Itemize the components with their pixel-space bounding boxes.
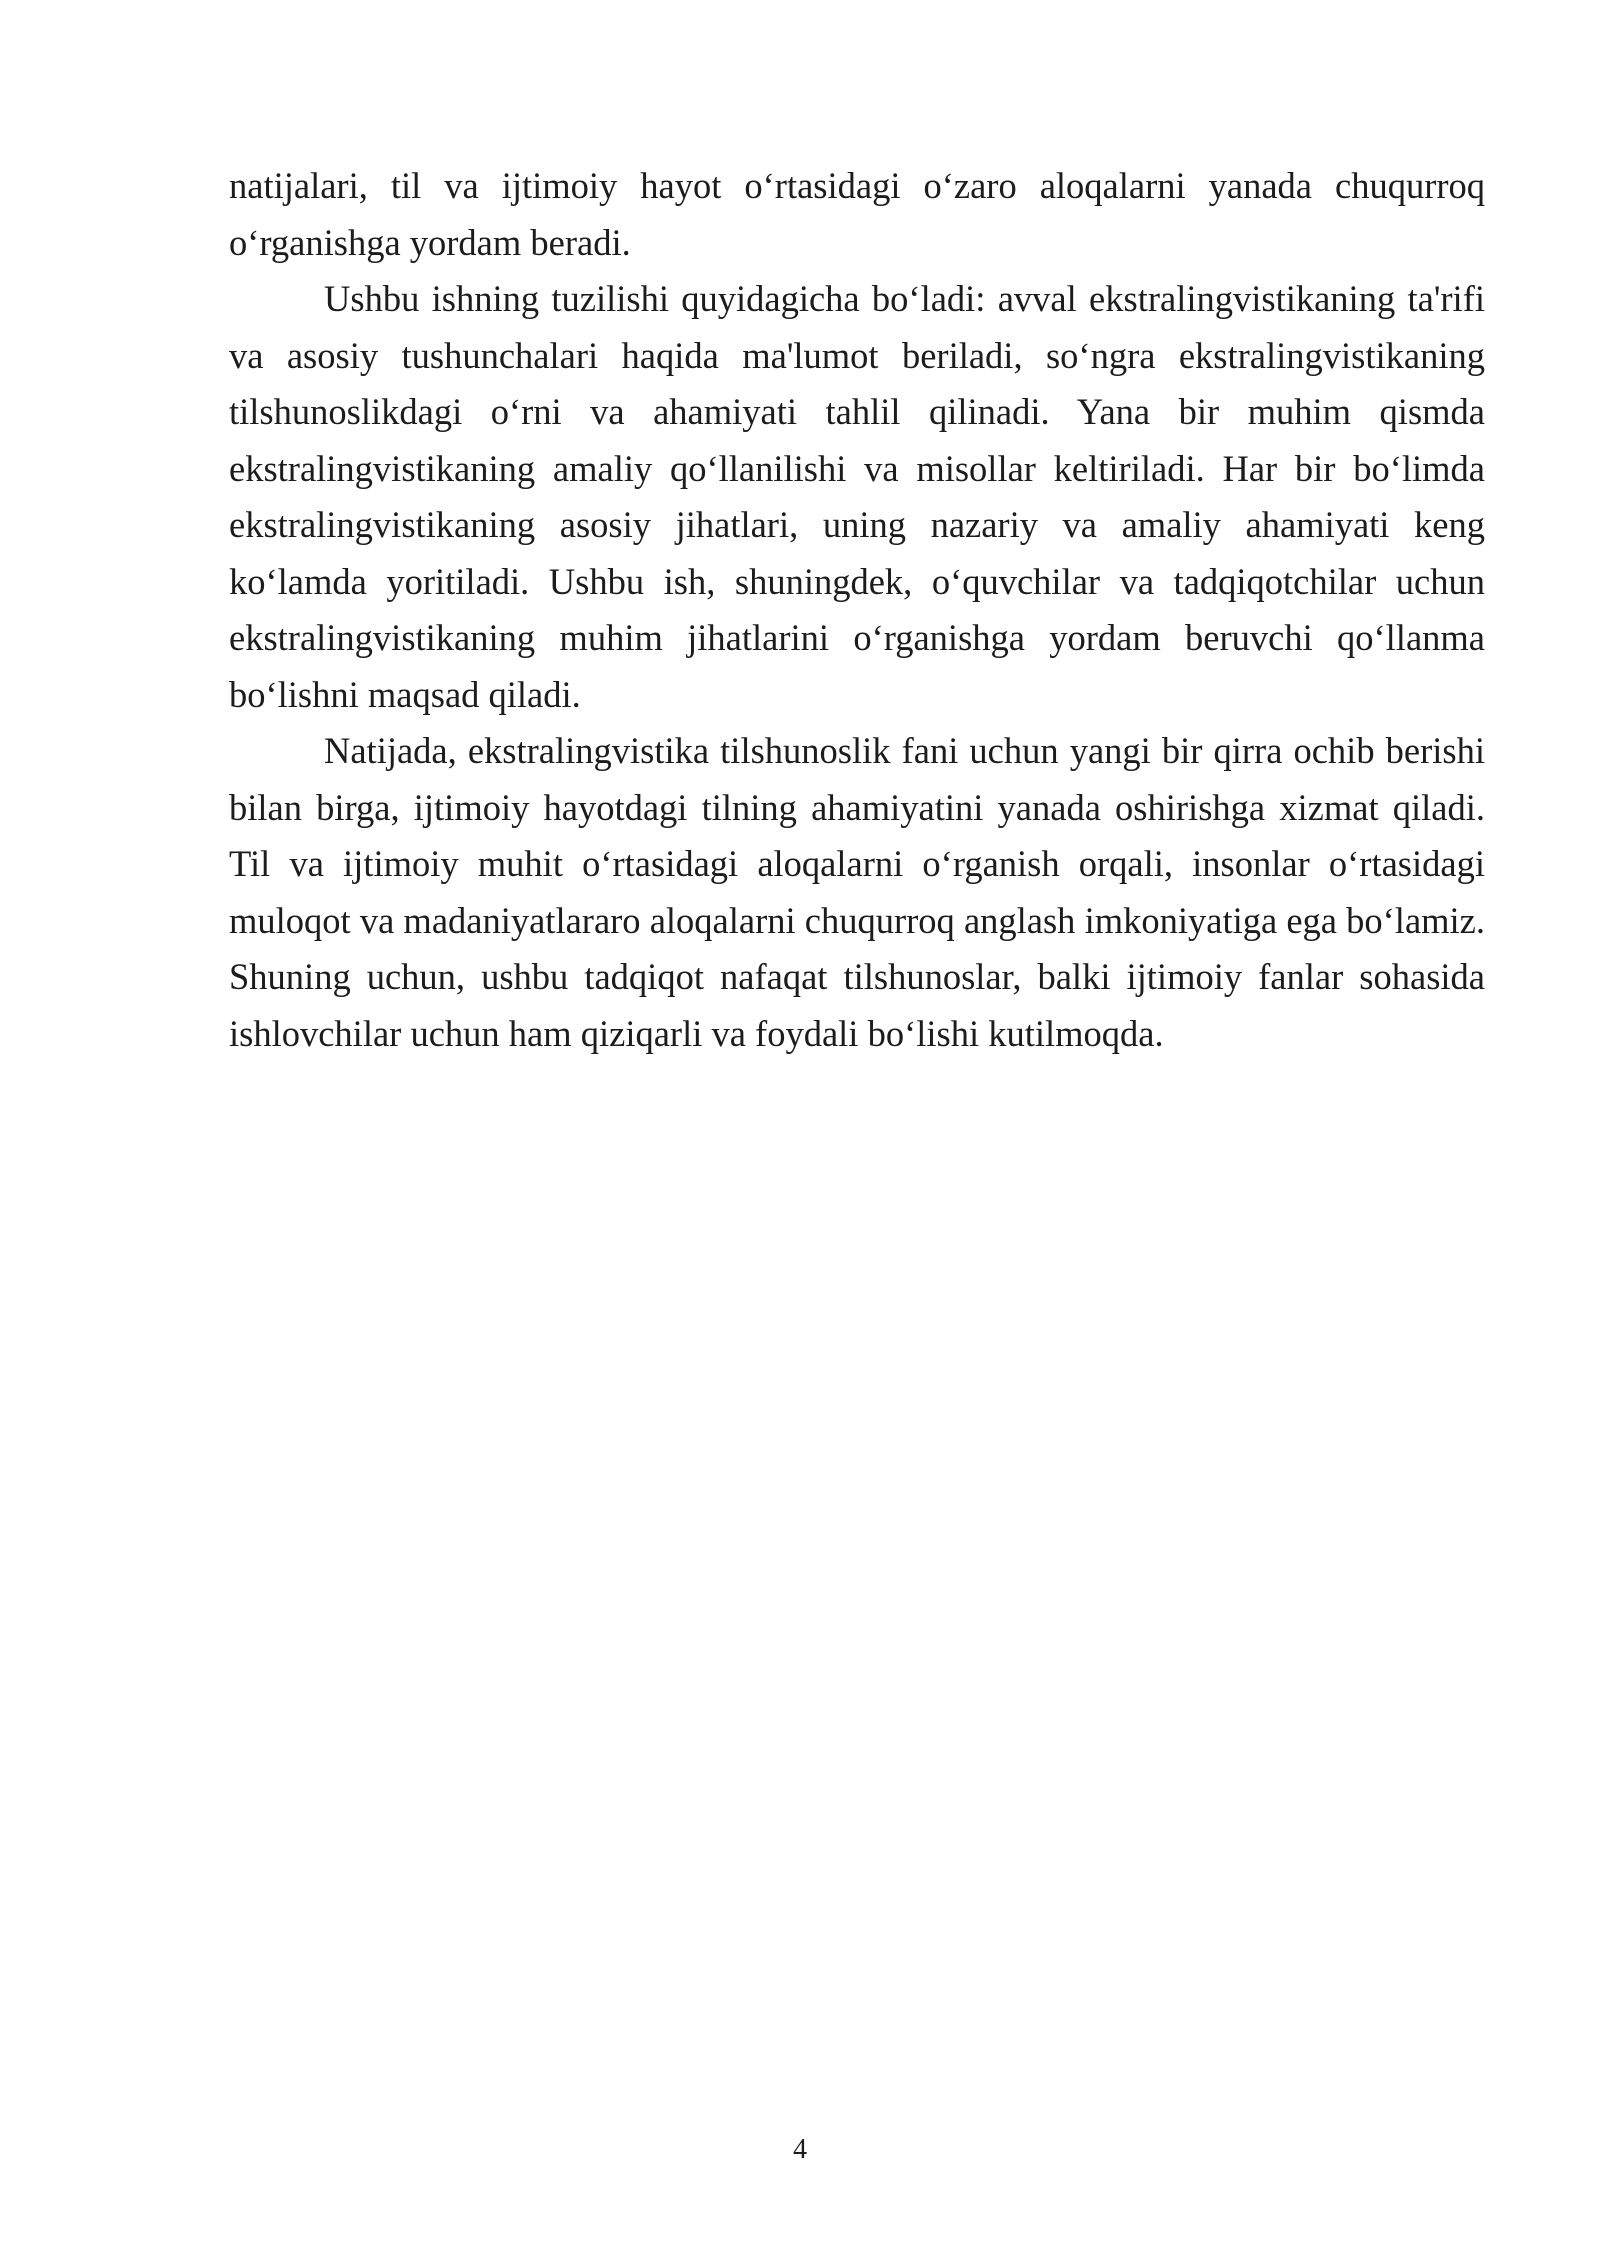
page-number: 4 (793, 2134, 807, 2165)
paragraph-continued: natijalari, til va ijtimoiy hayot o‘rtasidagi o‘zaro aloqalarni yanada chuqurroq o‘rganishga yordam beradi. (229, 165, 1485, 263)
text-body (229, 158, 1485, 1062)
paragraph-conclusion: Natijada, ekstralingvistika tilshunoslik fani uchun yangi bir qirra ochib berishi bilan birga, ijtimoiy hayotdagi tilning ahamiyatini yanada oshirishga xizmat qiladi. Til va ijtimoiy muhit o‘rtasidagi aloqalarni o‘rganish orqali, insonlar o‘rtasidagi muloqot va madaniyatlararo aloqalarni chuqurroq anglash imkoniyatiga ega bo‘lamiz. Shuning uchun, ushbu tadqiqot nafaqat tilshunoslar, balki ijtimoiy fanlar sohasida ishlovchilar uchun ham qiziqarli va foydali bo‘lishi kutilmoqda. (229, 730, 1485, 1054)
paragraph-structure: Ushbu ishning tuzilishi quyidagicha bo‘ladi: avval ekstralingvistikaning ta'rifi va asosiy tushunchalari haqida ma'lumot beriladi, so‘ngra ekstralingvistikaning tilshunoslikdagi o‘rni va ahamiyati tahlil qilinadi. Yana bir muhim qismda ekstralingvistikaning amaliy qo‘llanilishi va misollar keltiriladi. Har bir bo‘limda ekstralingvistikaning asosiy jihatlari, uning nazariy va amaliy ahamiyati keng ko‘lamda yoritiladi. Ushbu ish, shuningdek, o‘quvchilar va tadqiqotchilar uchun ekstralingvistikaning muhim jihatlarini o‘rganishga yordam beruvchi qo‘llanma bo‘lishni maqsad qiladi. (229, 278, 1485, 715)
